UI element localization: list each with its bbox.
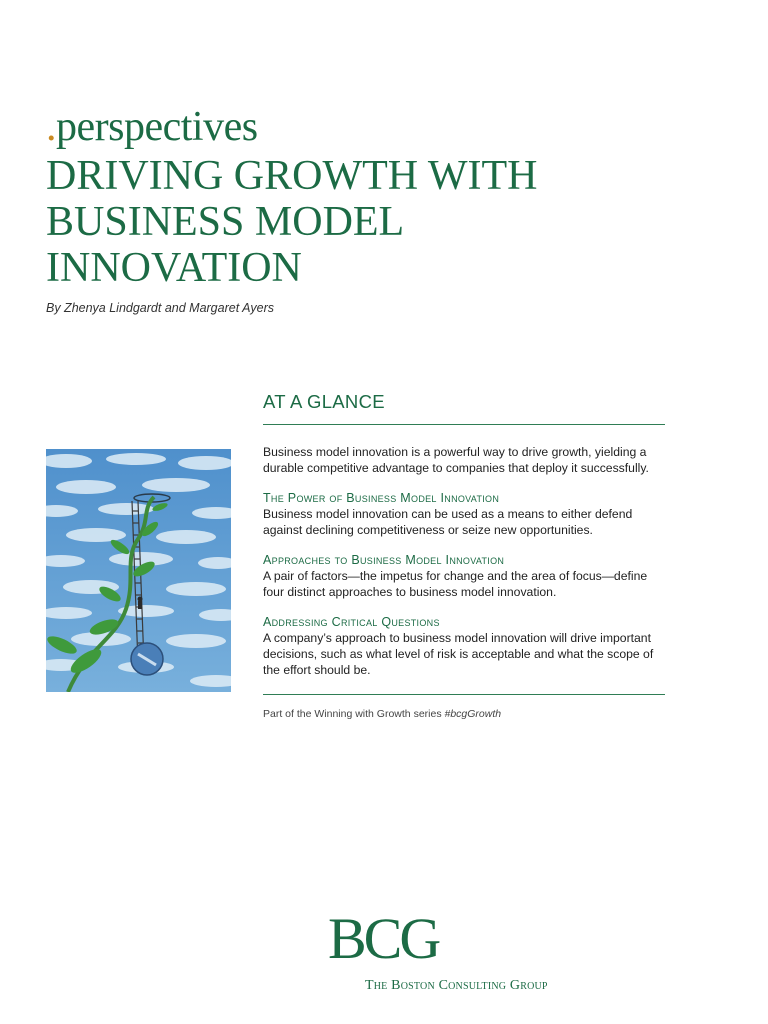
title-line-1: DRIVING GROWTH WITH xyxy=(46,153,538,199)
cover-illustration xyxy=(46,449,231,692)
glance-top-rule xyxy=(263,424,665,425)
glance-body xyxy=(263,444,668,678)
glance-intro: Business model innovation is a powerful way to drive growth, yielding a durable competitive advantage to companies that deploy it successfully. xyxy=(263,445,649,475)
series-footnote xyxy=(263,708,501,720)
glance-bottom-rule xyxy=(263,694,665,695)
section-title: Approaches to Business Model Innovation xyxy=(263,553,505,567)
series-label xyxy=(46,104,258,150)
title-line-2: BUSINESS MODEL xyxy=(46,199,405,245)
title-line-3: INNOVATION xyxy=(46,245,302,291)
glance-section xyxy=(263,490,668,538)
footnote-text: Part of the Winning with Growth series xyxy=(263,708,445,720)
footnote-hashtag: #bcgGrowth xyxy=(444,708,502,720)
section-body: Business model innovation can be used as a means to either defend against declining competitiveness or seize new opportunities. xyxy=(263,507,633,537)
glance-section xyxy=(263,552,668,600)
glance-section xyxy=(263,614,668,678)
series-name: perspectives xyxy=(56,104,258,150)
at-a-glance-heading: AT A GLANCE xyxy=(263,391,385,412)
company-name: The Boston Consulting Group xyxy=(365,978,548,993)
climber-figure xyxy=(138,597,143,610)
bcg-logo: BCG xyxy=(328,906,439,971)
section-body: A company’s approach to business model innovation will drive important decisions, such as what level of risk is acceptable and what the scope of the effort should be. xyxy=(263,631,654,677)
section-title: The Power of Business Model Innovation xyxy=(263,491,500,505)
series-dot: . xyxy=(46,104,56,150)
byline: By Zhenya Lindgardt and Margaret Ayers xyxy=(46,301,275,315)
section-body: A pair of factors—the impetus for change and the area of focus—define four distinct approaches to business model innovation. xyxy=(263,569,648,599)
section-title: Addressing Critical Questions xyxy=(263,615,440,629)
page-title xyxy=(46,153,686,291)
